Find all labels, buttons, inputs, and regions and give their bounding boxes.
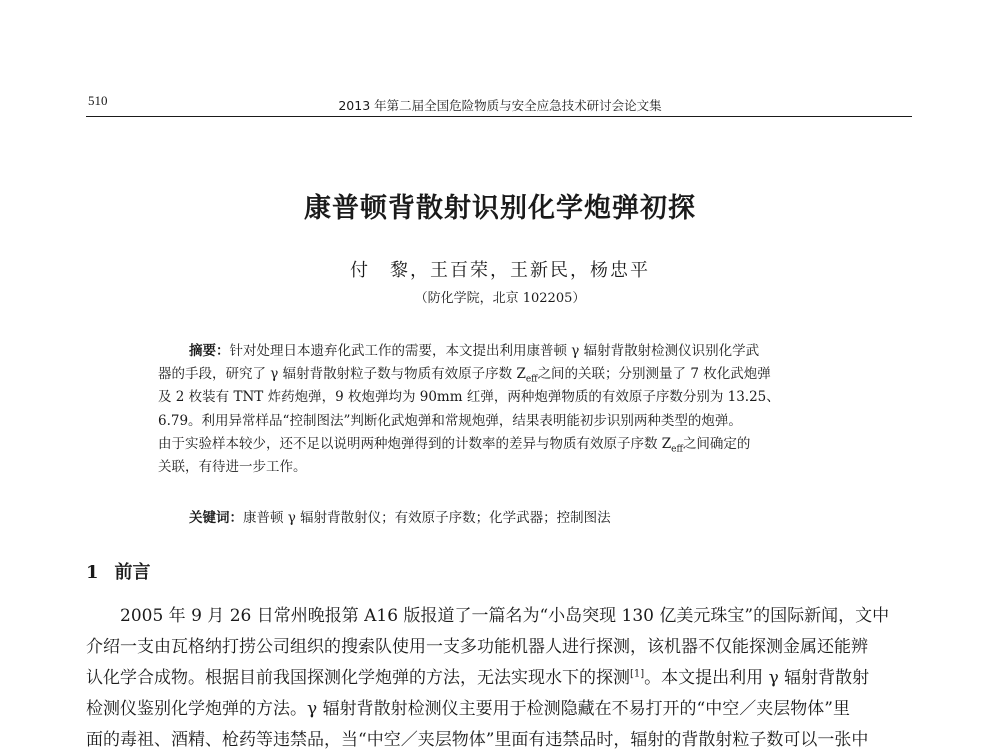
abstract-text: 之间的关联；分别测量了 7 枚化武炮弹 [537,366,771,383]
abstract-text: 由于实验样本较少，还不足以说明两种炮弹得到的计数率的差异与物质有效原子序数 Z [158,435,672,452]
abstract-text: 之间确定的 [682,435,751,452]
header-rule [86,116,912,117]
abstract-line: 6.79。利用异常样品“控制图法”判断化武炮弹和常规炮弹，结果表明能初步识别两种类型的炮弹。 [158,412,742,429]
body-line: 2005 年 9 月 26 日常州晚报第 A16 版报道了一篇名为“小岛突现 130 亿美元珠宝”的国际新闻，文中 [120,606,890,626]
body-line: 介绍一支由瓦格纳打捞公司组织的搜索队使用一支多功能机器人进行探测，该机器不仅能探测金属还能辨 [86,637,868,657]
keywords-label: 关键词： [189,510,243,526]
abstract-line [158,340,842,363]
paper-authors: 付 黎，王百荣，王新民，杨忠平 [350,260,650,281]
section-heading [86,558,151,584]
abstract [158,340,842,479]
zeff-subscript: eff [671,444,683,455]
section-number: 1 [86,562,99,583]
keywords [189,506,849,526]
section-body [86,601,912,750]
zeff-subscript: eff [525,374,538,385]
section-title: 前言 [114,562,151,583]
page-number: 510 [88,93,108,108]
body-line-cut: 面的毒祖、酒精、枪药等违禁品，当“中空／夹层物体”里面有违禁品时，辐射的背散射粒子数可以一张中 [86,730,869,750]
abstract-text: 器的手段，研究了 γ 辐射背散射粒子数与物质有效原子序数 Z [158,366,526,383]
abstract-line [158,363,842,386]
abstract-line [158,433,842,456]
abstract-line: 关联，有待进一步工作。 [158,459,307,476]
running-header: 2013 年第二届全国危险物质与安全应急技术研讨会论文集 [338,98,662,113]
body-line [86,663,912,694]
citation-ref: [1] [630,668,645,680]
body-text: 认化学合成物。根据目前我国探测化学炮弹的方法，无法实现水下的探测 [86,668,630,688]
body-text: 。本文提出利用 γ 辐射背散射 [644,668,870,688]
body-line: 检测仪鉴别化学炮弹的方法。γ 辐射背散射检测仪主要用于检测隐藏在不易打开的“中空／夹层物体”里 [86,699,850,719]
paper-affiliation: （防化学院，北京 102205） [414,291,586,306]
abstract-line: 及 2 枚装有 TNT 炸药炮弹，9 枚炮弹均为 90mm 红弹，两种炮弹物质的有效原子序数分别为 13.25、 [158,389,780,406]
abstract-text: 针对处理日本遗弃化武工作的需要，本文提出利用康普顿 γ 辐射背散射检测仪识别化学武 [229,343,760,359]
paper-title: 康普顿背散射识别化学炮弹初探 [304,193,696,224]
keywords-text: 康普顿 γ 辐射背散射仪；有效原子序数；化学武器；控制图法 [243,510,611,526]
abstract-label: 摘要： [189,343,230,359]
